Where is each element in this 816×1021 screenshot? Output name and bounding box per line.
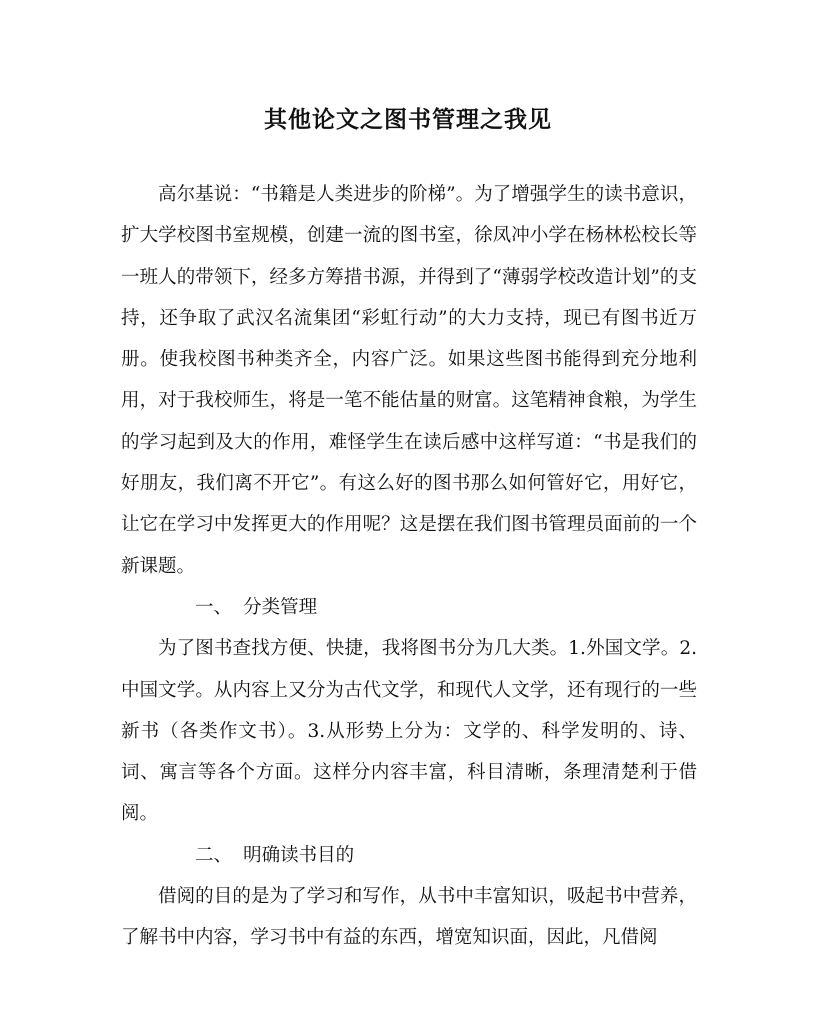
section-number-2: 二、 xyxy=(195,844,233,866)
document-title: 其他论文之图书管理之我见 xyxy=(264,106,552,133)
document-body xyxy=(121,174,697,959)
section-number-1: 一、 xyxy=(195,596,233,618)
section-paragraph-2: 借阅的目的是为了学习和写作，从书中丰富知识，吸起书中营养，了解书中内容，学习书中有益的东西，增宽知识面，因此，凡借阅 xyxy=(121,886,697,949)
section-paragraph-1: 为了图书查找方便、快捷，我将图书分为几大类。1.外国文学。2.中国文学。从内容上又分为古代文学，和现代人文学，还有现行的一些新书（各类作文书）。3.从形势上分为：文学的、科学发明的、诗、词、寓言等各个方面。这样分内容丰富，科目清晰，条理清楚利于借阅。 xyxy=(121,638,697,825)
section-title-2: 明确读书目的 xyxy=(243,844,355,866)
section-heading-1 xyxy=(121,587,697,628)
section-title-1: 分类管理 xyxy=(243,596,318,618)
intro-paragraph: 高尔基说：“书籍是人类进步的阶梯”。为了增强学生的读书意识，扩大学校图书室规模，创建一流的图书室，徐凤冲小学在杨林松校长等一班人的带领下，经多方筹措书源，并得到了“薄弱学校改造计划”的支持，还争取了武汉名流集团“彩虹行动”的大力支持，现已有图书近万册。使我校图书种类齐全，内容广泛。如果这些图书能得到充分地利用，对于我校师生，将是一笔不能估量的财富。这笔精神食粮，为学生的学习起到及大的作用，难怪学生在读后感中这样写道：“书是我们的好朋友，我们离不开它”。有这么好的图书那么如何管好它，用好它，让它在学习中发挥更大的作用呢？这是摆在我们图书管理员面前的一个新课题。 xyxy=(121,184,697,577)
section-heading-2 xyxy=(121,835,697,876)
